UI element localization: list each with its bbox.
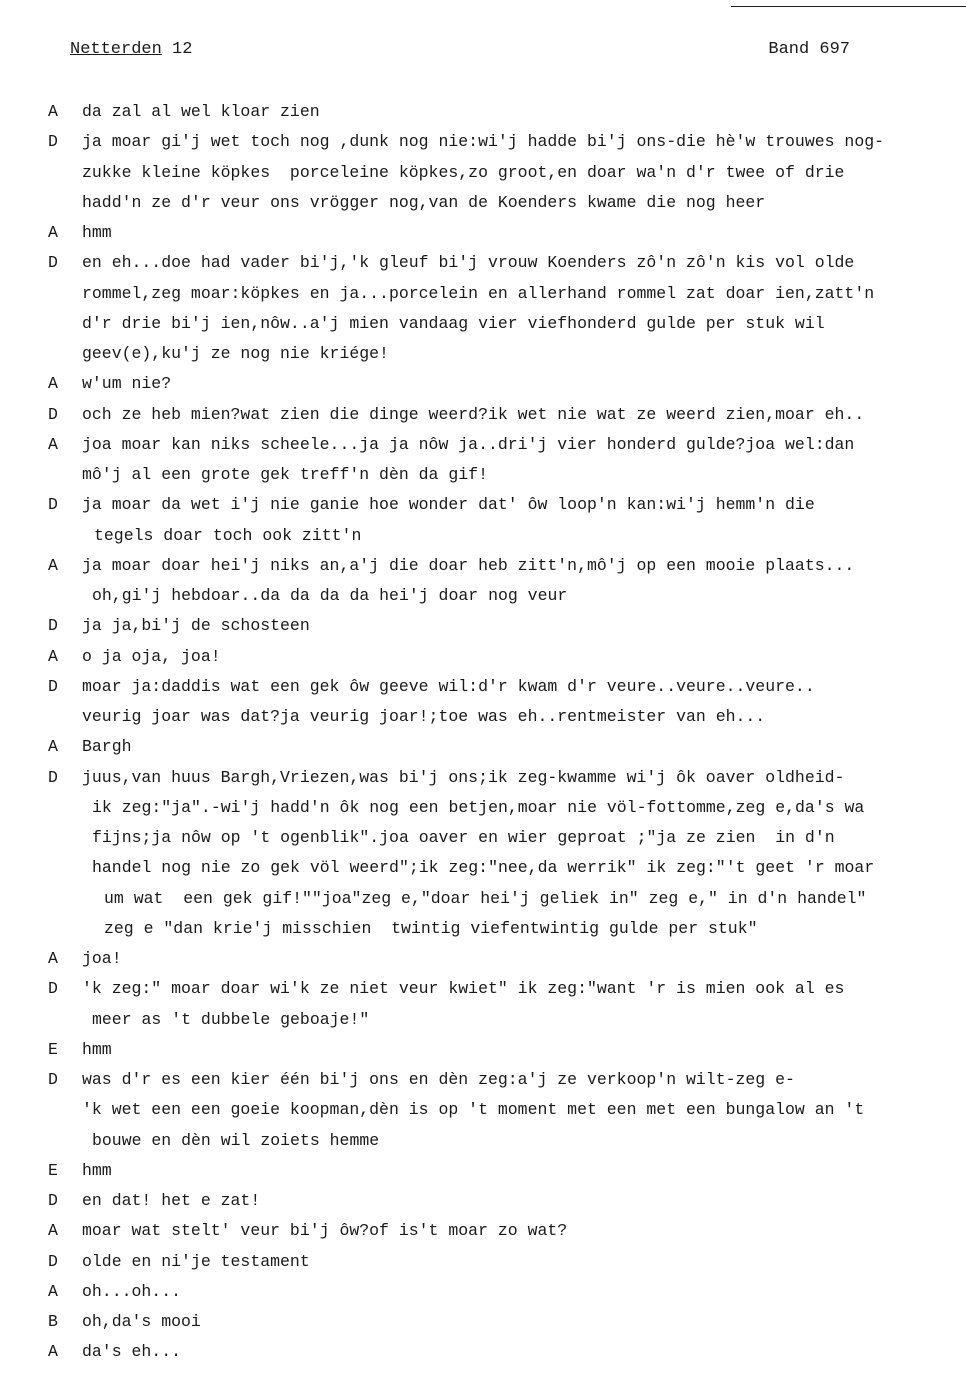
utterance-text: 'k zeg:" moar doar wi'k ze niet veur kwiet" ik zeg:"want 'r is mien ook al es — [82, 979, 845, 999]
transcript-line — [48, 675, 948, 705]
utterance-text: bouwe en dèn wil zoiets hemme — [92, 1130, 380, 1150]
speaker-label: D — [48, 1191, 58, 1210]
utterance-text: ik zeg:"ja".-wi'j hadd'n ôk nog een betjen,moar nie völ-fottomme,zeg e,da's wa — [92, 797, 865, 817]
transcript-line — [48, 403, 948, 433]
speaker-label: A — [48, 555, 58, 575]
speaker-label: D — [48, 1251, 58, 1271]
transcript-line — [48, 372, 948, 402]
transcript-line — [48, 1189, 948, 1219]
transcript-line — [48, 947, 948, 977]
speaker-label: A — [48, 223, 58, 242]
utterance-text: fijns;ja nôw op 't ogenblik".joa oaver en wier geproat ;"ja ze zien in d'n — [92, 828, 835, 847]
speaker-label: D — [48, 132, 58, 152]
utterance-text: rommel,zeg moar:köpkes en ja...porcelein en allerhand rommel zat doar ien,zatt'n — [82, 283, 875, 303]
utterance-text: moar ja:daddis wat een gek ôw geeve wil:d'r kwam d'r veure..veure..veure.. — [82, 676, 815, 696]
transcript-line — [48, 1219, 948, 1249]
transcript-line — [48, 312, 948, 342]
speaker-label: D — [48, 1070, 58, 1089]
transcript-line — [48, 1280, 948, 1310]
transcript-line — [48, 100, 948, 130]
place-number: 12 — [172, 40, 193, 59]
utterance-text: um wat een gek gif!""joa"zeg e,"doar hei'j geliek in" zeg e," in d'n handel" — [104, 888, 867, 908]
utterance-text: was d'r es een kier één bi'j ons en dèn zeg:a'j ze verkoop'n wilt-zeg e- — [82, 1070, 795, 1089]
utterance-text: d'r drie bi'j ien,nôw..a'j mien vandaag vier viefhonderd gulde per stuk wil — [82, 313, 825, 333]
utterance-text: hmm — [82, 223, 112, 242]
transcript-line — [48, 1068, 948, 1098]
transcript-line — [48, 251, 948, 281]
speaker-label: A — [48, 1342, 58, 1362]
transcript-line — [48, 796, 948, 826]
utterance-text: da zal al wel kloar zien — [82, 102, 320, 121]
utterance-text: ja moar gi'j wet toch nog ,dunk nog nie:wi'j hadde bi'j ons-die hè'w trouwes nog- — [82, 132, 885, 152]
transcript-line — [48, 282, 948, 312]
utterance-text: en dat! het e zat! — [82, 1191, 261, 1210]
transcript — [48, 100, 948, 1371]
speaker-label: A — [48, 949, 58, 968]
transcript-line — [48, 1159, 948, 1189]
speaker-label: A — [48, 646, 58, 666]
transcript-line — [48, 1250, 948, 1280]
utterance-text: veurig joar was dat?ja veurig joar!;toe was eh..rentmeister van eh... — [82, 707, 766, 726]
utterance-text: olde en ni'je testament — [82, 1251, 310, 1271]
utterance-text: ja ja,bi'j de schosteen — [82, 616, 310, 636]
transcript-line — [48, 524, 948, 554]
transcript-line — [48, 614, 948, 644]
speaker-label: A — [48, 1281, 58, 1301]
transcript-line — [48, 856, 948, 886]
utterance-text: joa moar kan niks scheele...ja ja nôw ja..dri'j vier honderd gulde?joa wel:dan — [82, 434, 855, 454]
utterance-text: moar wat stelt' veur bi'j ôw?of is't moar zo wat? — [82, 1221, 568, 1241]
speaker-label: D — [48, 676, 58, 696]
utterance-text: en eh...doe had vader bi'j,'k gleuf bi'j vrouw Koenders zô'n zô'n kis vol olde — [82, 253, 855, 273]
speaker-label: B — [48, 1312, 58, 1331]
speaker-label: D — [48, 979, 58, 999]
transcript-line — [48, 221, 948, 251]
utterance-text: zeg e "dan krie'j misschien twintig viefentwintig gulde per stuk" — [104, 918, 758, 938]
transcript-line — [48, 1098, 948, 1128]
transcript-line — [48, 826, 948, 856]
utterance-text: meer as 't dubbele geboaje!" — [92, 1009, 370, 1029]
transcript-line — [48, 130, 948, 160]
utterance-text: mô'j al een grote gek treff'n dèn da gif! — [82, 465, 488, 484]
utterance-text: hmm — [82, 1160, 112, 1180]
utterance-text: hadd'n ze d'r veur ons vrögger nog,van de Koenders kwame die nog heer — [82, 192, 766, 212]
utterance-text: geev(e),ku'j ze nog nie kriége! — [82, 344, 389, 363]
transcript-line — [48, 1340, 948, 1370]
transcript-line — [48, 735, 948, 765]
transcript-line — [48, 1008, 948, 1038]
place-heading — [70, 40, 192, 59]
utterance-text: zukke kleine köpkes porceleine köpkes,zo groot,en doar wa'n d'r twee of drie — [82, 162, 845, 182]
speaker-label: A — [48, 1221, 58, 1241]
speaker-label: D — [48, 253, 58, 273]
transcript-line — [48, 645, 948, 675]
transcript-line — [48, 463, 948, 493]
speaker-label: D — [48, 767, 58, 787]
speaker-label: D — [48, 495, 58, 515]
utterance-text: oh...oh... — [82, 1281, 182, 1301]
utterance-text: w'um nie? — [82, 374, 172, 394]
transcript-line — [48, 1310, 948, 1340]
utterance-text: och ze heb mien?wat zien die dinge weerd?ik wet nie wat ze weerd zien,moar eh.. — [82, 404, 865, 424]
speaker-label: D — [48, 616, 58, 636]
transcript-line — [48, 1129, 948, 1159]
transcript-line — [48, 554, 948, 584]
speaker-label: A — [48, 102, 58, 121]
page-header — [70, 40, 850, 64]
transcript-line — [48, 1038, 948, 1068]
speaker-label: A — [48, 374, 58, 394]
utterance-text: hmm — [82, 1039, 112, 1059]
utterance-text: Bargh — [82, 737, 132, 757]
place-name: Netterden — [70, 40, 162, 59]
utterance-text: 'k wet een een goeie koopman,dèn is op 't moment met een met een bungalow an 't — [82, 1100, 865, 1120]
utterance-text: ja moar da wet i'j nie ganie hoe wonder dat' ôw loop'n kan:wi'j hemm'n die — [82, 495, 815, 515]
band-number: Band 697 — [768, 40, 850, 59]
speaker-label: D — [48, 404, 58, 424]
utterance-text: oh,gi'j hebdoar..da da da da hei'j doar nog veur — [92, 586, 568, 605]
transcript-line — [48, 433, 948, 463]
utterance-text: joa! — [82, 949, 122, 968]
top-rule — [731, 6, 966, 7]
utterance-text: o ja oja, joa! — [82, 646, 221, 666]
utterance-text: ja moar doar hei'j niks an,a'j die doar heb zitt'n,mô'j op een mooie plaats... — [82, 555, 855, 575]
speaker-label: E — [48, 1160, 58, 1180]
transcript-line — [48, 493, 948, 523]
transcript-line — [48, 705, 948, 735]
transcript-line — [48, 342, 948, 372]
utterance-text: handel nog nie zo gek völ weerd";ik zeg:"nee,da werrik" ik zeg:"'t geet 'r moar — [92, 858, 875, 878]
transcript-line — [48, 917, 948, 947]
transcript-line — [48, 977, 948, 1007]
transcript-line — [48, 766, 948, 796]
utterance-text: tegels doar toch ook zitt'n — [94, 525, 362, 545]
speaker-label: A — [48, 434, 58, 454]
utterance-text: juus,van huus Bargh,Vriezen,was bi'j ons;ik zeg-kwamme wi'j ôk oaver oldheid- — [82, 767, 845, 787]
transcript-line — [48, 584, 948, 614]
utterance-text: oh,da's mooi — [82, 1312, 201, 1331]
transcript-line — [48, 887, 948, 917]
speaker-label: E — [48, 1039, 58, 1059]
transcript-line — [48, 191, 948, 221]
speaker-label: A — [48, 737, 58, 757]
utterance-text: da's eh... — [82, 1342, 182, 1362]
transcript-line — [48, 161, 948, 191]
